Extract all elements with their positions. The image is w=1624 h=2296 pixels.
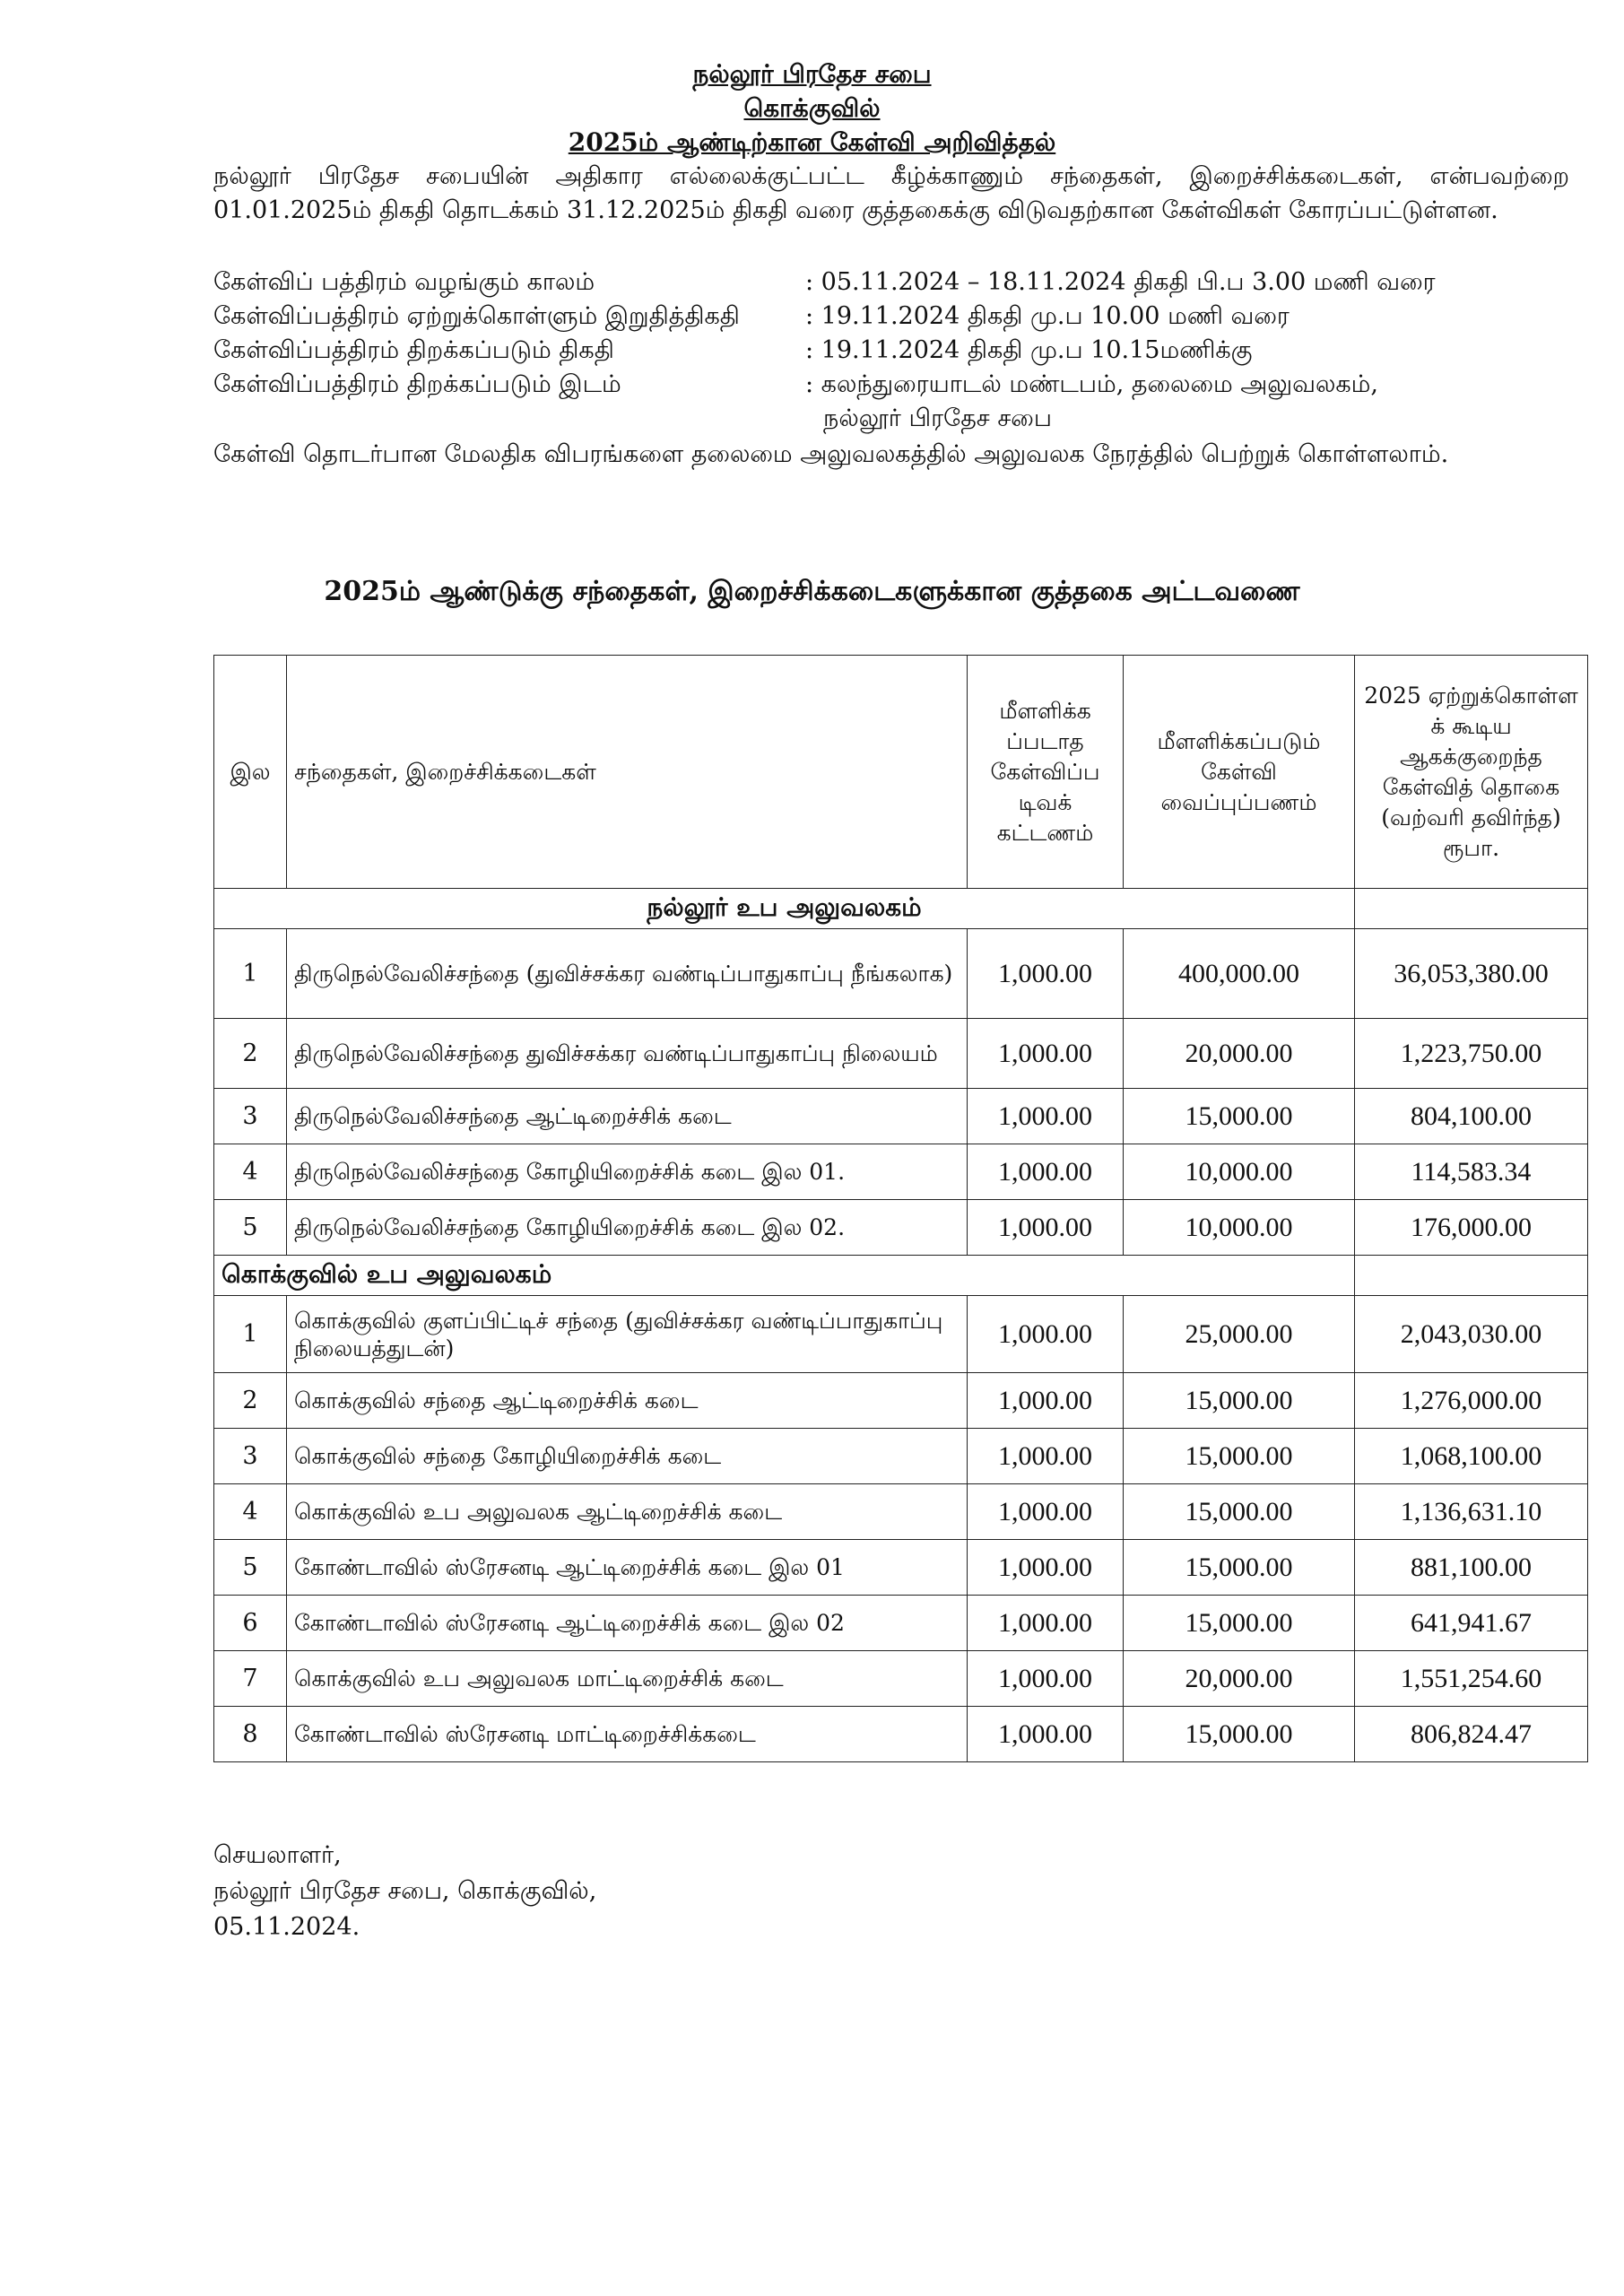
signature-date: 05.11.2024. [213, 1913, 360, 1941]
row-name-text: கொக்குவில் உப அலுவலக மாட்டிறைச்சிக் கடை [294, 1665, 784, 1692]
row-deposit: 15,000.00 [1124, 1596, 1355, 1651]
info-label: கேள்விப்பத்திரம் ஏற்றுக்கொள்ளும் இறுதித்திகதி [213, 302, 740, 330]
section-empty-cell [1355, 889, 1588, 929]
info-value: : 19.11.2024 திகதி மு.ப 10.00 மணி வரை [805, 302, 1290, 330]
section-row [214, 889, 1588, 929]
row-no: 4 [214, 1144, 287, 1200]
row-fee: 1,000.00 [968, 929, 1124, 1019]
row-name [287, 1144, 968, 1200]
row-deposit: 15,000.00 [1124, 1540, 1355, 1596]
section-title: கொக்குவில் உப அலுவலகம் [214, 1256, 1355, 1296]
row-name [287, 1707, 968, 1762]
header-location: கொக்குவில் [743, 93, 881, 123]
table-row [214, 1651, 1588, 1707]
row-name [287, 1429, 968, 1484]
row-name-text: கொக்குவில் சந்தை ஆட்டிறைச்சிக் கடை [294, 1387, 699, 1413]
row-no: 3 [214, 1429, 287, 1484]
table-row [214, 1019, 1588, 1089]
header-notice-title: 2025ம் ஆண்டிற்கான கேள்வி அறிவித்தல் [568, 127, 1056, 157]
info-value: : 05.11.2024 – 18.11.2024 திகதி பி.ப 3.00 மணி வரை [805, 268, 1436, 296]
row-min-bid: 1,276,000.00 [1355, 1373, 1588, 1429]
row-no: 2 [214, 1019, 287, 1089]
row-deposit: 20,000.00 [1124, 1651, 1355, 1707]
row-fee: 1,000.00 [968, 1596, 1124, 1651]
info-value: : 19.11.2024 திகதி மு.ப 10.15மணிக்கு [805, 336, 1253, 364]
info-value: : கலந்துரையாடல் மண்டபம், தலைமை அலுவலகம், [805, 370, 1378, 398]
row-min-bid: 1,136,631.10 [1355, 1484, 1588, 1540]
section-empty-cell [1355, 1256, 1588, 1296]
row-fee: 1,000.00 [968, 1373, 1124, 1429]
row-fee: 1,000.00 [968, 1144, 1124, 1200]
row-name-text: திருநெல்வேலிச்சந்தை ஆட்டிறைச்சிக் கடை [294, 1103, 732, 1129]
header-name: சந்தைகள், இறைச்சிக்கடைகள் [287, 656, 968, 889]
row-no: 6 [214, 1596, 287, 1651]
row-name-text: கோண்டாவில் ஸ்ரேசனடி ஆட்டிறைச்சிக் கடை இல 02 [294, 1610, 845, 1636]
row-no: 3 [214, 1089, 287, 1144]
row-fee: 1,000.00 [968, 1296, 1124, 1373]
row-min-bid: 806,824.47 [1355, 1707, 1588, 1762]
row-name [287, 1296, 968, 1373]
row-fee: 1,000.00 [968, 1429, 1124, 1484]
table-row [214, 1144, 1588, 1200]
row-min-bid: 2,043,030.00 [1355, 1296, 1588, 1373]
row-name-text: திருநெல்வேலிச்சந்தை (துவிச்சக்கர வண்டிப்பாதுகாப்பு நீங்கலாக) [294, 961, 953, 987]
header-fee: மீளளிக்க ப்படாத கேள்விப்ப டிவக் கட்டணம் [968, 656, 1124, 889]
row-name [287, 1651, 968, 1707]
row-deposit: 15,000.00 [1124, 1484, 1355, 1540]
table-title: 2025ம் ஆண்டுக்கு சந்தைகள், இறைச்சிக்கடைகளுக்கான குத்தகை அட்டவணை [324, 576, 1300, 607]
row-min-bid: 1,068,100.00 [1355, 1429, 1588, 1484]
table-row [214, 1200, 1588, 1256]
row-min-bid: 114,583.34 [1355, 1144, 1588, 1200]
row-name [287, 1596, 968, 1651]
info-label: கேள்விப்பத்திரம் திறக்கப்படும் திகதி [213, 336, 614, 364]
info-row [213, 334, 1569, 368]
row-name-text: திருநெல்வேலிச்சந்தை கோழியிறைச்சிக் கடை இல 01. [294, 1159, 846, 1185]
row-deposit: 15,000.00 [1124, 1429, 1355, 1484]
row-min-bid: 1,223,750.00 [1355, 1019, 1588, 1089]
info-row [213, 265, 1569, 300]
header-council-name: நல்லூர் பிரதேச சபை [692, 59, 932, 89]
row-fee: 1,000.00 [968, 1484, 1124, 1540]
row-name [287, 929, 968, 1019]
header-min-bid: 2025 ஏற்றுக்கொள்ள க் கூடிய ஆகக்குறைந்த கேள்வித் தொகை (வற்வரி தவிர்ந்த) ரூபா. [1355, 656, 1588, 889]
table-row [214, 1089, 1588, 1144]
table-row [214, 1540, 1588, 1596]
row-min-bid: 1,551,254.60 [1355, 1651, 1588, 1707]
row-name [287, 1540, 968, 1596]
table-row [214, 1296, 1588, 1373]
row-no: 5 [214, 1200, 287, 1256]
row-fee: 1,000.00 [968, 1200, 1124, 1256]
table-row [214, 1429, 1588, 1484]
row-min-bid: 804,100.00 [1355, 1089, 1588, 1144]
row-fee: 1,000.00 [968, 1019, 1124, 1089]
row-deposit: 15,000.00 [1124, 1707, 1355, 1762]
info-row [213, 402, 1569, 436]
lease-schedule-table [213, 655, 1588, 1762]
row-name-text: திருநெல்வேலிச்சந்தை துவிச்சக்கர வண்டிப்பாதுகாப்பு நிலையம் [294, 1040, 938, 1066]
row-name [287, 1484, 968, 1540]
row-min-bid: 641,941.67 [1355, 1596, 1588, 1651]
section-row [214, 1256, 1588, 1296]
row-name [287, 1200, 968, 1256]
row-deposit: 20,000.00 [1124, 1019, 1355, 1089]
outro-paragraph: கேள்வி தொடர்பான மேலதிக விபரங்களை தலைமை அலுவலகத்தில் அலுவலக நேரத்தில் பெற்றுக் கொள்ளலாம். [213, 440, 1449, 468]
row-no: 1 [214, 929, 287, 1019]
row-name-text: கொக்குவில் சந்தை கோழியிறைச்சிக் கடை [294, 1443, 722, 1469]
row-no: 5 [214, 1540, 287, 1596]
intro-paragraph: நல்லூர் பிரதேச சபையின் அதிகார எல்லைக்குட்பட்ட கீழ்க்காணும் சந்தைகள், இறைச்சிக்கடைகள், என்பவற்றை 01.01.2025ம் திகதி தொடக்கம் 31.12.2025ம் திகதி வரை குத்தகைக்கு விடுவதற்கான கேள்விகள் கோரப்பட்டுள்ளன. [213, 162, 1569, 224]
table-row [214, 1484, 1588, 1540]
info-label: கேள்விப் பத்திரம் வழங்கும் காலம் [213, 268, 595, 296]
table-row [214, 1707, 1588, 1762]
row-deposit: 10,000.00 [1124, 1200, 1355, 1256]
row-min-bid: 881,100.00 [1355, 1540, 1588, 1596]
table-row [214, 1596, 1588, 1651]
info-value: நல்லூர் பிரதேச சபை [823, 404, 1052, 432]
header-deposit: மீளளிக்கப்படும் கேள்வி வைப்புப்பணம் [1124, 656, 1355, 889]
row-deposit: 25,000.00 [1124, 1296, 1355, 1373]
row-fee: 1,000.00 [968, 1707, 1124, 1762]
row-name-text: கொக்குவில் குளப்பிட்டிச் சந்தை (துவிச்சக்கர வண்டிப்பாதுகாப்பு நிலையத்துடன்) [294, 1307, 943, 1361]
header-no: இல [214, 656, 287, 889]
row-no: 8 [214, 1707, 287, 1762]
signature-org: நல்லூர் பிரதேச சபை, கொக்குவில், [213, 1877, 597, 1905]
row-deposit: 400,000.00 [1124, 929, 1355, 1019]
row-name [287, 1019, 968, 1089]
row-no: 1 [214, 1296, 287, 1373]
section-title: நல்லூர் உப அலுவலகம் [214, 889, 1355, 929]
row-min-bid: 36,053,380.00 [1355, 929, 1588, 1019]
row-name-text: கோண்டாவில் ஸ்ரேசனடி மாட்டிறைச்சிக்கடை [294, 1721, 756, 1747]
row-deposit: 10,000.00 [1124, 1144, 1355, 1200]
signature-title: செயலாளர், [213, 1841, 342, 1869]
table-header-row [214, 656, 1588, 889]
row-deposit: 15,000.00 [1124, 1089, 1355, 1144]
row-name-text: திருநெல்வேலிச்சந்தை கோழியிறைச்சிக் கடை இல 02. [294, 1214, 846, 1240]
row-name [287, 1089, 968, 1144]
table-row [214, 929, 1588, 1019]
row-deposit: 15,000.00 [1124, 1373, 1355, 1429]
info-row [213, 368, 1569, 402]
info-row [213, 300, 1569, 334]
row-no: 7 [214, 1651, 287, 1707]
row-name [287, 1373, 968, 1429]
row-fee: 1,000.00 [968, 1540, 1124, 1596]
row-min-bid: 176,000.00 [1355, 1200, 1588, 1256]
table-row [214, 1373, 1588, 1429]
row-no: 2 [214, 1373, 287, 1429]
row-no: 4 [214, 1484, 287, 1540]
row-name-text: கோண்டாவில் ஸ்ரேசனடி ஆட்டிறைச்சிக் கடை இல 01 [294, 1554, 845, 1580]
row-name-text: கொக்குவில் உப அலுவலக ஆட்டிறைச்சிக் கடை [294, 1499, 783, 1525]
row-fee: 1,000.00 [968, 1089, 1124, 1144]
info-label: கேள்விப்பத்திரம் திறக்கப்படும் இடம் [213, 370, 621, 398]
row-fee: 1,000.00 [968, 1651, 1124, 1707]
